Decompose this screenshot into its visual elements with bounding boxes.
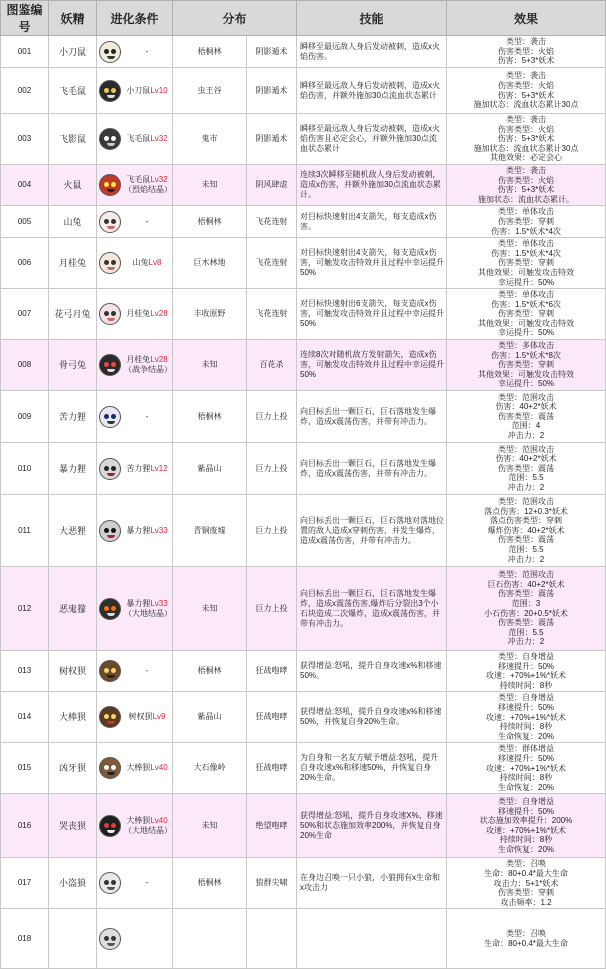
evo-from: 暴力狸 [126, 525, 151, 535]
evo-from: - [145, 666, 149, 676]
table-row [1, 495, 606, 567]
row-name: 大棒狈 [49, 692, 97, 743]
row-id: 006 [1, 238, 49, 289]
row-id: 017 [1, 858, 49, 909]
effect-line: 幸运提升：50% [498, 379, 555, 389]
row-skill-name: 巨力上投 [247, 391, 297, 443]
row-skill-desc: 连续8次对随机敌方发射箭矢，造成x伤害，可触发攻击特效并且过程中幸运提升50% [297, 340, 447, 391]
effect-line: 范围：3 [511, 598, 541, 608]
effect-line: 范围：4 [511, 421, 541, 431]
row-id: 009 [1, 391, 49, 443]
effect-line: 移速提升：50% [498, 806, 555, 816]
table-row [1, 164, 606, 205]
effect-line: 类型：自身增益 [498, 797, 555, 807]
row-effect [447, 443, 606, 495]
monster-avatar-icon [99, 80, 121, 102]
effect-line: 持续时间：8秒 [499, 722, 553, 732]
effect-line: 范围：5.5 [508, 627, 544, 637]
evo-level: Lv40 [150, 815, 168, 825]
row-skill-name: 飞花连射 [247, 206, 297, 238]
row-skill-name: 阴影遁术 [247, 36, 297, 68]
monster-avatar-icon [99, 303, 121, 325]
row-skill-desc: 向目标丢出一颗巨石，巨石落地发生爆炸，造成x震荡伤害，并带有冲击力。 [297, 443, 447, 495]
table-row [1, 114, 606, 165]
evo-from: - [145, 878, 149, 888]
row-id: 004 [1, 164, 49, 205]
header-evolution: 进化条件 [97, 1, 173, 36]
row-skill-desc: 对目标快速射出4支箭矢，每支造成x伤害。 [297, 206, 447, 238]
row-skill-name: 绝望咆哮 [247, 794, 297, 858]
effect-line: 伤害：40+2*妖术 [495, 402, 557, 412]
row-name: 火鼠 [49, 164, 97, 205]
effect-line: 伤害类型：震荡 [498, 463, 555, 473]
evo-from: - [145, 216, 149, 226]
row-skill-name: 飞花连射 [247, 238, 297, 289]
table-row [1, 238, 606, 289]
row-evolution [97, 858, 173, 909]
effect-line: 伤害：5+3*妖术 [497, 134, 555, 144]
row-effect [447, 391, 606, 443]
row-effect [447, 858, 606, 909]
effect-line: 生命恢复：20% [498, 731, 555, 741]
evo-from: 暴力狸 [126, 598, 151, 608]
monster-avatar-icon [99, 872, 121, 894]
row-id: 010 [1, 443, 49, 495]
evo-level: Lv32 [150, 133, 168, 143]
effect-line: 伤害类型：震荡 [498, 618, 555, 628]
effect-line: 伤害类型：震荡 [498, 589, 555, 599]
row-effect [447, 794, 606, 858]
row-skill-desc: 获得增益:怒吼，提升自身攻速X%、移速50%和状态施加效率200%，并恢复自身20%生命 [297, 794, 447, 858]
row-skill-name: 狼群尖啸 [247, 858, 297, 909]
row-location: 梧桐林 [173, 651, 247, 692]
row-effect [447, 692, 606, 743]
row-evolution [97, 651, 173, 692]
row-skill-name: 巨力上投 [247, 567, 297, 651]
evo-extra: （烈焰结晶） [124, 185, 172, 195]
row-id: 016 [1, 794, 49, 858]
row-evolution [97, 391, 173, 443]
row-name: 月桂兔 [49, 238, 97, 289]
row-location: 大石像岭 [173, 743, 247, 794]
row-skill-desc: 为自身和一名友方赋予增益:怒吼，提升自身攻速x%和移速50%，并恢复自身20%生命。 [297, 743, 447, 794]
row-evolution [97, 794, 173, 858]
table-row [1, 909, 606, 969]
table-row [1, 206, 606, 238]
row-effect [447, 495, 606, 567]
row-name [49, 909, 97, 969]
evo-level: Lv8 [148, 258, 162, 268]
effect-line: 巨石伤害：40+2*妖术 [487, 579, 565, 589]
row-name: 苦力狸 [49, 391, 97, 443]
row-id: 003 [1, 114, 49, 165]
row-name: 暴力狸 [49, 443, 97, 495]
row-location: 梧桐林 [173, 858, 247, 909]
row-skill-name: 狂战咆哮 [247, 692, 297, 743]
evo-level: Lv40 [150, 763, 168, 773]
row-evolution [97, 567, 173, 651]
row-evolution [97, 743, 173, 794]
row-location: 未知 [173, 164, 247, 205]
effect-line: 伤害类型：穿刺 [498, 216, 555, 226]
row-name: 树权狈 [49, 651, 97, 692]
effect-line: 伤害类型：火焰 [498, 80, 555, 90]
effect-line: 冲击力：2 [507, 482, 545, 492]
row-evolution [97, 289, 173, 340]
evo-level: Lv9 [152, 712, 166, 722]
effect-line: 持续时间：8秒 [499, 773, 553, 783]
effect-line: 落点伤害类型：穿刺 [490, 516, 563, 526]
effect-line: 伤害类型：火焰 [498, 175, 555, 185]
effect-line: 冲击力：2 [507, 430, 545, 440]
row-location: 紫晶山 [173, 692, 247, 743]
row-location [173, 909, 247, 969]
evo-extra: （大地结晶） [124, 608, 172, 618]
row-name: 山兔 [49, 206, 97, 238]
evo-level: Lv28 [150, 309, 168, 319]
effect-line: 类型：自身增益 [498, 652, 555, 662]
row-skill-desc: 瞬移至最远敌人身后发动被刺，造成x火焰伤害且必定会心，并额外施加30点流血状态累计 [297, 114, 447, 165]
row-skill-desc [297, 909, 447, 969]
row-id: 001 [1, 36, 49, 68]
row-skill-name: 巨力上投 [247, 495, 297, 567]
effect-line: 伤害类型：火焰 [498, 124, 555, 134]
row-effect [447, 68, 606, 114]
evo-level: Lv12 [150, 463, 168, 473]
row-location: 梧桐林 [173, 36, 247, 68]
monster-avatar-icon [99, 706, 121, 728]
row-skill-desc: 瞬移至最远敌人身后发动被刺，造成x火焰伤害。 [297, 36, 447, 68]
effect-line: 生命恢复：20% [498, 845, 555, 855]
effect-line: 状态施加效率提升：200% [479, 816, 573, 826]
effect-line: 类型：自身增益 [498, 693, 555, 703]
effect-line: 移速提升：50% [498, 753, 555, 763]
effect-line: 施加状态：流血状态累计30点 [473, 143, 579, 153]
row-location: 梧桐林 [173, 206, 247, 238]
monster-avatar-icon [99, 660, 121, 682]
monster-avatar-icon [99, 928, 121, 950]
effect-line: 移速提升：50% [498, 703, 555, 712]
table-row [1, 858, 606, 909]
effect-line: 类型：袭击 [506, 71, 547, 81]
effect-line: 类型：单体攻击 [498, 239, 555, 249]
row-evolution [97, 36, 173, 68]
monster-avatar-icon [99, 458, 121, 480]
row-name: 小刀鼠 [49, 36, 97, 68]
effect-line: 爆炸伤害：40+2*妖术 [487, 525, 565, 535]
row-id: 011 [1, 495, 49, 567]
row-effect [447, 909, 606, 969]
effect-line: 伤害：5+3*妖术 [497, 90, 555, 100]
table-row [1, 794, 606, 858]
row-location: 梧桐林 [173, 391, 247, 443]
row-skill-name: 巨力上投 [247, 443, 297, 495]
monster-avatar-icon [99, 128, 121, 150]
row-location: 紫晶山 [173, 443, 247, 495]
row-skill-desc: 对目标快速射出6支箭矢，每支造成x伤害，可触发攻击特效并且过程中幸运提升50% [297, 289, 447, 340]
row-evolution [97, 164, 173, 205]
row-skill-name: 百花杀 [247, 340, 297, 391]
effect-line: 类型：袭击 [506, 165, 547, 175]
evo-from: 大棒狈 [126, 815, 151, 825]
row-skill-desc: 在身边召唤一只小狼，小狼拥有x生命和 x攻击力 [297, 858, 447, 909]
row-id: 018 [1, 909, 49, 969]
monster-avatar-icon [99, 598, 121, 620]
table-row [1, 743, 606, 794]
row-id: 005 [1, 206, 49, 238]
table-row [1, 68, 606, 114]
row-evolution [97, 68, 173, 114]
effect-line: 持续时间：8秒 [499, 680, 553, 690]
effect-line: 伤害类型：穿刺 [498, 888, 555, 898]
effect-line: 伤害：1.5*妖术*4次 [491, 226, 561, 236]
row-effect [447, 289, 606, 340]
row-name: 小盗狼 [49, 858, 97, 909]
row-skill-name: 狂战咆哮 [247, 743, 297, 794]
monster-avatar-icon [99, 174, 121, 196]
row-effect [447, 206, 606, 238]
monster-avatar-icon [99, 520, 121, 542]
effect-line: 类型：单体攻击 [498, 290, 555, 300]
effect-line: 攻速：+70%+1%*妖术 [486, 825, 567, 835]
row-location: 虫王谷 [173, 68, 247, 114]
row-id: 008 [1, 340, 49, 391]
row-skill-name: 阴影遁术 [247, 68, 297, 114]
effect-line: 冲击力：2 [507, 554, 545, 564]
effect-line: 小石伤害：20+0.5*妖术 [484, 608, 568, 618]
row-location: 未知 [173, 794, 247, 858]
effect-line: 攻速：+70%+1%*妖术 [486, 671, 567, 681]
header-location: 分布 [173, 1, 297, 36]
row-location: 丰收原野 [173, 289, 247, 340]
effect-line: 伤害：1.5*妖术*6次 [491, 299, 561, 309]
row-effect [447, 743, 606, 794]
effect-line: 攻速：+70%+1%*妖术 [486, 712, 567, 722]
evo-from: 月桂兔 [126, 355, 151, 365]
effect-line: 攻击力：5+1*妖术 [493, 878, 559, 888]
effect-line: 范围：5.5 [508, 473, 544, 483]
row-skill-desc: 瞬移至最远敌人身后发动被刺，造成x火焰伤害，并额外施加30点流血状态累计 [297, 68, 447, 114]
effect-line: 类型：袭击 [506, 37, 547, 47]
evo-from: 飞毛鼠 [126, 133, 151, 143]
row-name: 骨弓兔 [49, 340, 97, 391]
effect-line: 施加状态：流血状态累计30点 [473, 100, 579, 110]
effect-line: 伤害：40+2*妖术 [495, 454, 557, 464]
effect-line: 移速提升：50% [498, 661, 555, 671]
effect-line: 范围：5.5 [508, 544, 544, 554]
effect-line: 其他效果：可触发攻击特效 [478, 369, 575, 379]
effect-line: 施加状态：流血状态累计。 [478, 194, 575, 204]
monster-avatar-icon [99, 815, 121, 837]
effect-line: 类型：召唤 [506, 859, 547, 869]
monster-avatar-icon [99, 252, 121, 274]
row-evolution [97, 206, 173, 238]
effect-line: 伤害类型：震荡 [498, 535, 555, 545]
table-row [1, 567, 606, 651]
row-id: 014 [1, 692, 49, 743]
monster-avatar-icon [99, 354, 121, 376]
row-skill-name: 阴风肆虐 [247, 164, 297, 205]
row-skill-desc: 对目标快速射出4支箭矢，每支造成x伤害，可触发攻击特效并且过程中幸运提升50% [297, 238, 447, 289]
row-name: 恶鬼獴 [49, 567, 97, 651]
effect-line: 伤害：1.5*妖术*4次 [491, 248, 561, 258]
effect-line: 幸运提升：50% [498, 277, 555, 287]
row-effect [447, 567, 606, 651]
evo-level: Lv28 [150, 355, 168, 365]
row-skill-desc: 向目标丢出一颗巨石，巨石落地发生爆炸，造成x震荡伤害，并带有冲击力。 [297, 391, 447, 443]
row-id: 012 [1, 567, 49, 651]
row-evolution [97, 340, 173, 391]
row-skill-name: 飞花连射 [247, 289, 297, 340]
row-skill-name: 狂战咆哮 [247, 651, 297, 692]
effect-line: 类型：多体攻击 [498, 341, 555, 351]
effect-line: 类型：群体增益 [498, 744, 555, 754]
row-name: 花弓月兔 [49, 289, 97, 340]
header-effect: 效果 [447, 1, 606, 36]
effect-line: 类型：范围攻击 [498, 392, 555, 402]
row-id: 015 [1, 743, 49, 794]
row-evolution [97, 909, 173, 969]
evo-level: Lv33 [150, 525, 168, 535]
table-row [1, 443, 606, 495]
effect-line: 生命：80+0.4*最大生命 [484, 938, 568, 948]
effect-line: 伤害：1.5*妖术*8次 [491, 350, 561, 360]
row-evolution [97, 495, 173, 567]
row-skill-name [247, 909, 297, 969]
header-skill: 技能 [297, 1, 447, 36]
row-skill-desc: 向目标丢出一颗巨石，巨石落地对落地位置的敌人造成x穿刺伤害，并发生爆炸，造成x震荡伤害，并带有冲击力。 [297, 495, 447, 567]
row-location: 鬼市 [173, 114, 247, 165]
effect-line: 伤害类型：穿刺 [498, 360, 555, 370]
row-effect [447, 164, 606, 205]
evo-from: 月桂兔 [126, 309, 151, 319]
evo-from: - [145, 411, 149, 421]
effect-line: 伤害：5+3*妖术 [497, 56, 555, 66]
header-name: 妖精 [49, 1, 97, 36]
effect-line: 伤害类型：穿刺 [498, 309, 555, 319]
row-id: 007 [1, 289, 49, 340]
effect-line: 持续时间：8秒 [499, 835, 553, 845]
row-skill-name: 阴影遁术 [247, 114, 297, 165]
evo-level: Lv32 [150, 175, 168, 185]
effect-line: 类型：召唤 [506, 929, 547, 939]
effect-line: 伤害类型：穿刺 [498, 258, 555, 268]
row-location: 未知 [173, 340, 247, 391]
row-effect [447, 36, 606, 68]
effect-line: 类型：袭击 [506, 115, 547, 124]
row-id: 002 [1, 68, 49, 114]
evo-from: 树权狈 [128, 712, 153, 722]
header-row [1, 1, 606, 36]
row-effect [447, 651, 606, 692]
effect-line: 其他效果：可触发攻击特效 [478, 318, 575, 328]
effect-line: 生命：80+0.4*最大生命 [484, 868, 568, 878]
monster-avatar-icon [99, 757, 121, 779]
row-evolution [97, 238, 173, 289]
row-effect [447, 114, 606, 165]
monster-avatar-icon [99, 211, 121, 233]
row-effect [447, 238, 606, 289]
header-id: 图鉴编号 [1, 1, 49, 36]
effect-line: 幸运提升：50% [498, 328, 555, 338]
row-name: 飞影鼠 [49, 114, 97, 165]
evo-from: 小刀鼠 [126, 85, 151, 95]
effect-line: 冲击力：2 [507, 637, 545, 647]
effect-line: 其他效果：必定会心 [490, 153, 563, 163]
effect-line: 伤害类型：震荡 [498, 411, 555, 421]
row-evolution [97, 443, 173, 495]
row-skill-desc: 向目标丢出一颗巨石，巨石落地发生爆炸，造成x震荡伤害,爆炸后分裂出3个小石块造成二次爆炸，造成x震荡伤害，并带有冲击力。 [297, 567, 447, 651]
table-row [1, 651, 606, 692]
effect-line: 类型：范围攻击 [498, 570, 555, 580]
effect-line: 伤害：5+3*妖术 [497, 185, 555, 195]
row-name: 哭丧狈 [49, 794, 97, 858]
row-effect [447, 340, 606, 391]
effect-line: 生命恢复：20% [498, 782, 555, 792]
row-name: 凶牙狈 [49, 743, 97, 794]
table-row [1, 289, 606, 340]
effect-line: 类型：范围攻击 [498, 444, 555, 454]
row-name: 大恶狸 [49, 495, 97, 567]
effect-line: 类型：范围攻击 [498, 496, 555, 506]
row-skill-desc: 获得增益:怒吼，提升自身攻速x%和移速50%。 [297, 651, 447, 692]
evo-level: Lv33 [150, 598, 168, 608]
row-evolution [97, 692, 173, 743]
row-id: 013 [1, 651, 49, 692]
row-skill-desc: 获得增益:怒吼，提升自身攻速x%和移速50%，并恢复自身20%生命。 [297, 692, 447, 743]
table-row [1, 692, 606, 743]
row-name: 飞毛鼠 [49, 68, 97, 114]
evo-extra: （大地结晶） [124, 825, 172, 835]
evo-from: 山兔 [132, 258, 149, 268]
evo-from: 飞毛鼠 [126, 175, 151, 185]
evo-from: - [145, 46, 149, 56]
monster-avatar-icon [99, 406, 121, 428]
row-location: 未知 [173, 567, 247, 651]
effect-line: 落点伤害：12+0.3*妖术 [484, 506, 568, 516]
effect-line: 类型：单体攻击 [498, 207, 555, 217]
table-row [1, 36, 606, 68]
row-evolution [97, 114, 173, 165]
evo-extra: （战争结晶） [124, 365, 172, 375]
table-row [1, 391, 606, 443]
effect-line: 其他效果：可触发攻击特效 [478, 267, 575, 277]
evo-from: 大棒狈 [126, 763, 151, 773]
monster-avatar-icon [99, 41, 121, 63]
row-skill-desc: 连续3次瞬移至随机敌人身后发动被刺，造成x伤害，并额外施加30点流血状态累计。 [297, 164, 447, 205]
row-location: 青铜废墟 [173, 495, 247, 567]
row-location: 巨木林地 [173, 238, 247, 289]
evo-level: Lv10 [150, 85, 168, 95]
effect-line: 伤害类型：火焰 [498, 46, 555, 56]
effect-line: 攻击频率：1.2 [500, 897, 552, 907]
table-row [1, 340, 606, 391]
evo-from: 苦力狸 [126, 463, 151, 473]
effect-line: 攻速：+70%+1%*妖术 [486, 763, 567, 773]
